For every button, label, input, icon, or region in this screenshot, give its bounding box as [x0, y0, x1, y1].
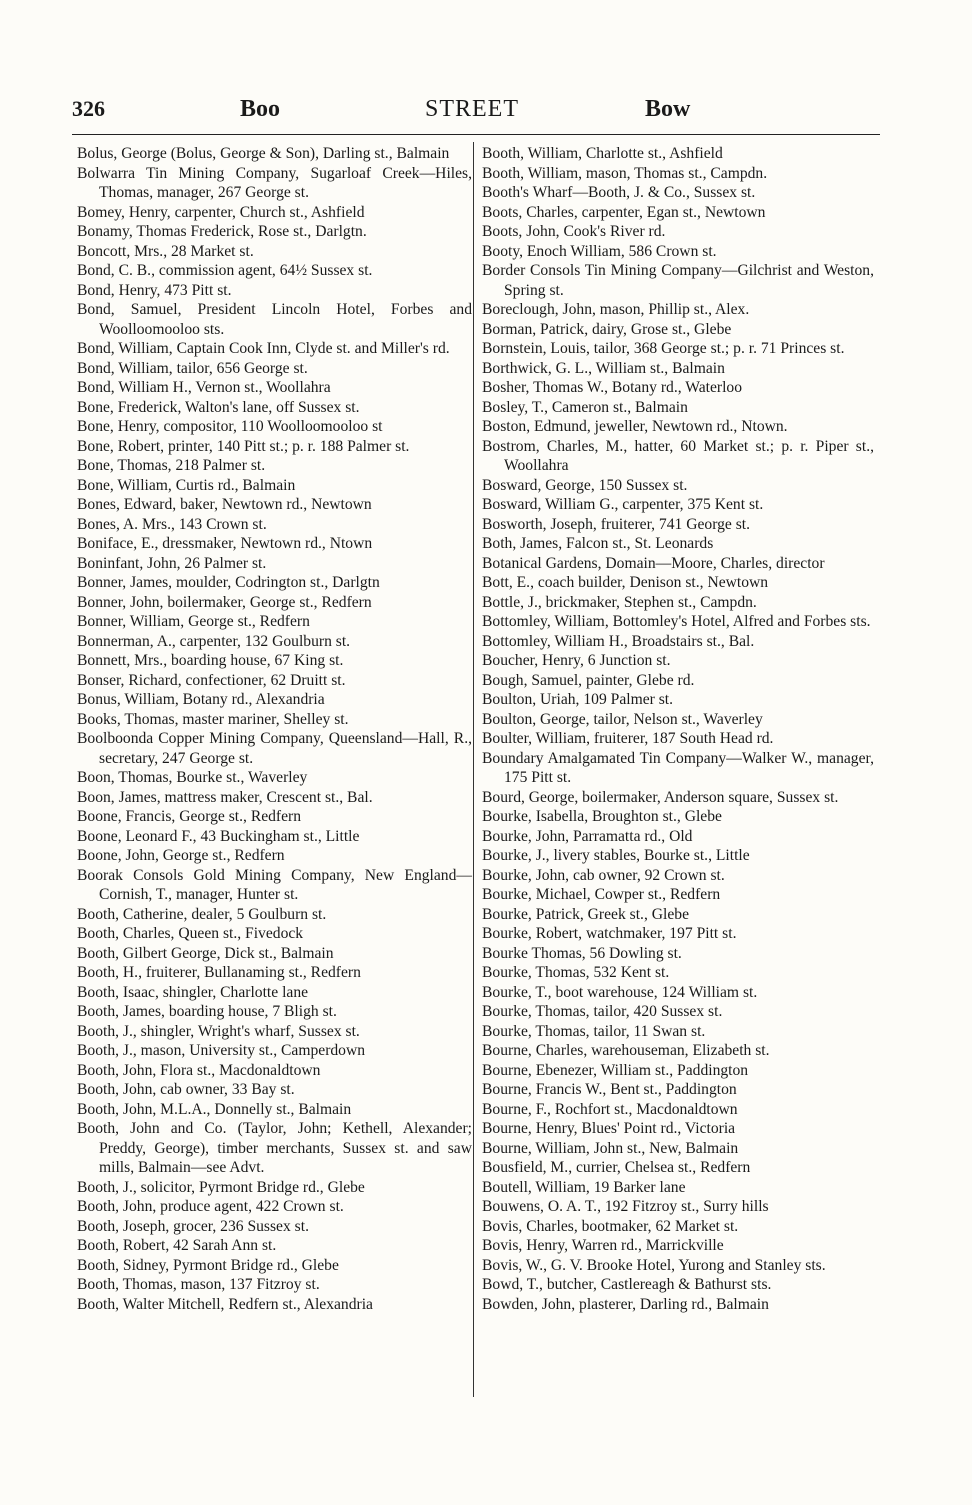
directory-entry: Boon, Thomas, Bourke st., Waverley — [77, 769, 308, 786]
directory-entry: Bourke Thomas, 56 Dowling st. — [482, 944, 682, 962]
directory-entry: Bourne, William, John st., New, Balmain — [482, 1139, 739, 1157]
directory-entry: Bosworth, Joseph, fruiterer, 741 George st. — [482, 515, 751, 533]
directory-entry: Bond, William H., Vernon st., Woollahra — [77, 379, 331, 396]
directory-entry: Boston, Edmund, jeweller, Newtown rd., Ntown. — [482, 418, 788, 435]
directory-entry: Borthwick, G. L., William st., Balmain — [482, 359, 725, 377]
directory-entry: Booth, William, Charlotte st., Ashfield — [482, 145, 723, 162]
directory-entry: Bosley, T., Cameron st., Balmain — [482, 398, 688, 416]
header-rule — [72, 134, 880, 135]
directory-entry: Booth, William, mason, Thomas st., Campdn. — [482, 164, 768, 182]
directory-entry: Boncott, Mrs., 28 Market st. — [77, 242, 254, 260]
directory-entry: Bourne, Henry, Blues' Point rd., Victoria — [482, 1120, 736, 1137]
directory-entry: Bond, William, Captain Cook Inn, Clyde st. and Miller's rd. — [77, 340, 450, 357]
left-column — [77, 144, 472, 1314]
directory-entry: Bourke, J., livery stables, Bourke st., Little — [482, 847, 750, 864]
directory-entry: Bolus, George (Bolus, George & Son), Darling st., Balmain — [77, 145, 450, 162]
right-column — [482, 144, 874, 1314]
directory-entry: Bonnett, Mrs., boarding house, 67 King st. — [77, 652, 344, 669]
directory-entry: Booth, J., shingler, Wright's wharf, Sussex st. — [77, 1022, 360, 1040]
directory-entry: Booth, Isaac, shingler, Charlotte lane — [77, 983, 309, 1001]
directory-entry: Bourke, Patrick, Greek st., Glebe — [482, 905, 689, 923]
directory-entry: Bouwens, O. A. T., 192 Fitzroy st., Surry hills — [482, 1198, 769, 1215]
column-divider — [473, 142, 474, 1397]
directory-entry: Bond, Samuel, President Lincoln Hotel, Forbes and Woolloomooloo sts. — [77, 301, 472, 338]
directory-entry: Boutell, William, 19 Barker lane — [482, 1178, 686, 1196]
directory-entry: Bourd, George, boilermaker, Anderson square, Sussex st. — [482, 788, 839, 806]
directory-entry: Booth, John, produce agent, 422 Crown st. — [77, 1198, 344, 1215]
directory-entry: Bousfield, M., currier, Chelsea st., Redfern — [482, 1159, 751, 1176]
directory-entry: Bolwarra Tin Mining Company, Sugarloaf Creek—Hiles, Thomas, manager, 267 George st. — [77, 164, 472, 201]
directory-entry: Booth, Thomas, mason, 137 Fitzroy st. — [77, 1276, 320, 1293]
directory-entry: Bourke, Thomas, tailor, 11 Swan st. — [482, 1022, 706, 1040]
directory-entry: Booth, John and Co. (Taylor, John; Kethell, Alexander; Preddy, George), timber merchants, Sussex st. and saw mills, Balmain—see Advt. — [77, 1120, 472, 1176]
directory-entry: Booth, H., fruiterer, Bullanaming st., Redfern — [77, 964, 361, 981]
directory-entry: Bourne, Charles, warehouseman, Elizabeth st. — [482, 1042, 770, 1059]
left-guide-word: Boo — [240, 96, 281, 122]
directory-entry: Bones, Edward, baker, Newtown rd., Newtown — [77, 496, 372, 513]
directory-entry: Bonner, William, George st., Redfern — [77, 613, 310, 630]
directory-entry: Boone, Leonard F., 43 Buckingham st., Little — [77, 827, 360, 845]
directory-entry: Botanical Gardens, Domain—Moore, Charles, director — [482, 554, 825, 572]
directory-entry: Booth, John, Flora st., Macdonaldtown — [77, 1061, 321, 1079]
directory-entry: Booth, John, M.L.A., Donnelly st., Balmain — [77, 1100, 352, 1118]
directory-entry: Boone, Francis, George st., Redfern — [77, 808, 302, 825]
right-guide-word: Bow — [645, 96, 691, 122]
directory-entry: Bottomley, William, Bottomley's Hotel, Alfred and Forbes sts. — [482, 613, 871, 630]
directory-entry: Booth, James, boarding house, 7 Bligh st. — [77, 1003, 337, 1020]
directory-entry: Bosward, George, 150 Sussex st. — [482, 476, 688, 494]
directory-entry: Bowden, John, plasterer, Darling rd., Balmain — [482, 1295, 769, 1313]
directory-entry: Bourke, Michael, Cowper st., Redfern — [482, 886, 721, 903]
directory-entry: Bonnerman, A., carpenter, 132 Goulburn st. — [77, 632, 351, 650]
directory-entry: Bones, A. Mrs., 143 Crown st. — [77, 515, 267, 533]
directory-entry: Bone, William, Curtis rd., Balmain — [77, 476, 296, 494]
directory-entry: Boulton, Uriah, 109 Palmer st. — [482, 691, 674, 708]
directory-entry: Bostrom, Charles, M., hatter, 60 Market st.; p. r. Piper st., Woollahra — [482, 437, 874, 474]
directory-entry: Bone, Henry, compositor, 110 Woolloomooloo st — [77, 418, 383, 435]
directory-entry: Booth, John, cab owner, 33 Bay st. — [77, 1081, 295, 1098]
directory-entry: Bourne, F., Rochfort st., Macdonaldtown — [482, 1100, 738, 1118]
directory-entry: Bott, E., coach builder, Denison st., Newtown — [482, 574, 769, 591]
directory-entry: Bonus, William, Botany rd., Alexandria — [77, 691, 325, 708]
directory-entry: Bowd, T., butcher, Castlereagh & Bathurst sts. — [482, 1276, 772, 1293]
directory-entry: Bourne, Ebenezer, William st., Paddington — [482, 1061, 749, 1079]
directory-entry: Bond, Henry, 473 Pitt st. — [77, 281, 232, 299]
directory-entry: Books, Thomas, master mariner, Shelley st. — [77, 710, 349, 728]
directory-entry: Boninfant, John, 26 Palmer st. — [77, 554, 267, 572]
directory-entry: Both, James, Falcon st., St. Leonards — [482, 535, 714, 552]
directory-entry: Bovis, Charles, bootmaker, 62 Market st. — [482, 1217, 739, 1235]
directory-entry: Border Consols Tin Mining Company—Gilchrist and Weston, Spring st. — [482, 262, 874, 299]
directory-entry: Booth, Joseph, grocer, 236 Sussex st. — [77, 1217, 309, 1235]
directory-entry: Bonamy, Thomas Frederick, Rose st., Darlgtn. — [77, 223, 367, 240]
directory-entry: Bosward, William G., carpenter, 375 Kent st. — [482, 496, 764, 513]
directory-entry: Bottomley, William H., Broadstairs st., Bal. — [482, 632, 755, 650]
directory-entry: Bond, C. B., commission agent, 64½ Sussex st. — [77, 262, 373, 279]
directory-entry: Boolboonda Copper Mining Company, Queensland—Hall, R., secretary, 247 George st. — [77, 730, 472, 767]
directory-entry: Boots, Charles, carpenter, Egan st., Newtown — [482, 203, 766, 221]
page-number: 326 — [72, 96, 105, 121]
directory-entry: Bourke, T., boot warehouse, 124 William st. — [482, 983, 758, 1001]
directory-entry: Bonner, John, boilermaker, George st., Redfern — [77, 593, 372, 611]
directory-entry: Bomey, Henry, carpenter, Church st., Ashfield — [77, 203, 365, 221]
directory-entry: Booth, Charles, Queen st., Fivedock — [77, 925, 304, 942]
directory-entry: Bourne, Francis W., Bent st., Paddington — [482, 1081, 737, 1098]
directory-entry: Bone, Thomas, 218 Palmer st. — [77, 457, 266, 474]
directory-entry: Booth, Catherine, dealer, 5 Goulburn st. — [77, 905, 327, 923]
page-header — [70, 96, 880, 130]
directory-entry: Bourke, John, Parramatta rd., Old — [482, 827, 693, 845]
directory-entry: Bourke, Thomas, 532 Kent st. — [482, 964, 670, 981]
directory-entry: Borman, Patrick, dairy, Grose st., Glebe — [482, 320, 732, 338]
directory-entry: Bourke, Thomas, tailor, 420 Sussex st. — [482, 1003, 723, 1020]
directory-entry: Booth, Robert, 42 Sarah Ann st. — [77, 1237, 277, 1254]
directory-entry: Booth, Walter Mitchell, Redfern st., Alexandria — [77, 1295, 373, 1313]
directory-entry: Boorak Consols Gold Mining Company, New England—Cornish, T., manager, Hunter st. — [77, 866, 472, 903]
directory-entry: Booth's Wharf—Booth, J. & Co., Sussex st. — [482, 184, 756, 201]
directory-entry: Booth, Sidney, Pyrmont Bridge rd., Glebe — [77, 1256, 339, 1274]
directory-entry: Booth, J., solicitor, Pyrmont Bridge rd., Glebe — [77, 1178, 365, 1196]
directory-entry: Bourke, Isabella, Broughton st., Glebe — [482, 808, 722, 825]
section-title: STREET — [425, 96, 519, 122]
directory-entry: Boulton, George, tailor, Nelson st., Waverley — [482, 710, 763, 728]
directory-entry: Boniface, E., dressmaker, Newtown rd., Ntown — [77, 535, 373, 552]
directory-entry: Bourke, Robert, watchmaker, 197 Pitt st. — [482, 925, 737, 942]
directory-entry: Boundary Amalgamated Tin Company—Walker W., manager, 175 Pitt st. — [482, 749, 874, 786]
directory-entry: Bonner, James, moulder, Codrington st., Darlgtn — [77, 574, 380, 591]
directory-entry: Bone, Robert, printer, 140 Pitt st.; p. r. 188 Palmer st. — [77, 437, 410, 455]
directory-entry: Bovis, W., G. V. Brooke Hotel, Yurong and Stanley sts. — [482, 1256, 826, 1274]
directory-entry: Bovis, Henry, Warren rd., Marrickville — [482, 1237, 724, 1254]
directory-entry: Bone, Frederick, Walton's lane, off Sussex st. — [77, 398, 360, 416]
directory-entry: Boone, John, George st., Redfern — [77, 847, 285, 864]
directory-entry: Bourke, John, cab owner, 92 Crown st. — [482, 866, 725, 884]
directory-entry: Booth, Gilbert George, Dick st., Balmain — [77, 944, 334, 962]
directory-entry: Bosher, Thomas W., Botany rd., Waterloo — [482, 379, 743, 396]
directory-entry: Bottle, J., brickmaker, Stephen st., Campdn. — [482, 593, 757, 611]
directory-entry: Boots, John, Cook's River rd. — [482, 223, 666, 240]
directory-entry: Boreclough, John, mason, Phillip st., Alex. — [482, 301, 750, 318]
directory-entry: Booty, Enoch William, 586 Crown st. — [482, 242, 717, 260]
directory-entry: Boulter, William, fruiterer, 187 South Head rd. — [482, 730, 774, 747]
directory-entry: Bond, William, tailor, 656 George st. — [77, 359, 308, 377]
directory-entry: Booth, J., mason, University st., Camperdown — [77, 1042, 366, 1059]
directory-entry: Bornstein, Louis, tailor, 368 George st.; p. r. 71 Princes st. — [482, 340, 845, 357]
directory-entry: Bonser, Richard, confectioner, 62 Druitt st. — [77, 671, 346, 689]
directory-entry: Boucher, Henry, 6 Junction st. — [482, 652, 671, 669]
directory-entry: Boon, James, mattress maker, Crescent st., Bal. — [77, 788, 373, 806]
directory-entry: Bough, Samuel, painter, Glebe rd. — [482, 671, 695, 689]
